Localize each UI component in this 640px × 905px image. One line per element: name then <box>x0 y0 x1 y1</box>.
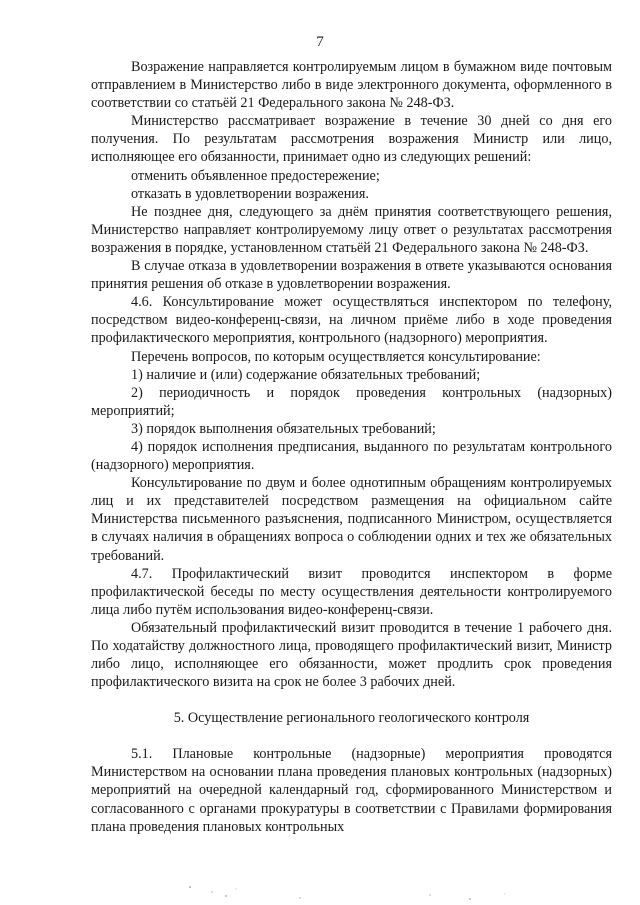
paragraph: Перечень вопросов, по которым осуществляется консультирование: <box>131 348 541 365</box>
paragraph: отказать в удовлетворении возражения. <box>131 185 369 202</box>
paragraph: Не позднее дня, следующего за днём принятия соответствующего решения, Министерство направляет контролируемому лицу ответ о результатах рассмотрения возражения в порядке, установленном статьёй 21 Федерального закона № 248-ФЗ. <box>91 203 612 256</box>
paragraph: 4.6. Консультирование может осуществляться инспектором по телефону, посредством видео-конференц-связи, на личном приёме либо в ходе проведения профилактического мероприятия, контрольного (надзорного) мероприятия. <box>91 294 612 347</box>
list-item: 2) периодичность и порядок проведения контрольных (надзорных) мероприятий; <box>91 384 612 419</box>
paragraph: Консультирование по двум и более однотипным обращениям контролируемых лиц и их представителей посредством размещения на официальном сайте Министерства письменного разъяснения, подписанного Министром, осуществляется в случаях наличия в обращениях вопроса о соблюдении одних и тех же обязательных требований. <box>91 475 612 564</box>
paragraph: Возражение направляется контролируемым лицом в бумажном виде почтовым отправлением в Министерство либо в виде электронного документа, оформленного в соответствии со статьёй 21 Федерального закона № 248-ФЗ. <box>91 59 612 112</box>
paragraph: 5.1. Плановые контрольные (надзорные) мероприятия проводятся Министерством на основании плана проведения плановых контрольных (надзорных) мероприятий на очередной календарный год, сформированного Министерством и согласованного с органами прокуратуры в соответствии с Правилами формирования плана проведения плановых контрольных <box>91 746 612 835</box>
section-heading: 5. Осуществление регионального геологического контроля <box>173 710 530 727</box>
paragraph: В случае отказа в удовлетворении возражения в ответе указываются основания принятия решения об отказе в удовлетворении возражения. <box>91 258 612 293</box>
paragraph: 4.7. Профилактический визит проводится инспектором в форме профилактической беседы по месту осуществления деятельности контролируемого лица либо путём использования видео-конференц-связи. <box>91 565 612 618</box>
list-item: 4) порядок исполнения предписания, выданного по результатам контрольного (надзорного) мероприятия. <box>91 438 612 474</box>
paragraph: Министерство рассматривает возражение в течение 30 дней со дня его получения. По результатам рассмотрения возражения Министр или лицо, исполняющее его обязанности, принимает одно из следующих решений: <box>91 113 612 166</box>
page-number: 7 <box>316 34 324 50</box>
paragraph: отменить объявленное предостережение; <box>131 167 380 184</box>
scan-noise <box>0 865 640 905</box>
list-item: 1) наличие и (или) содержание обязательных требований; <box>131 366 481 383</box>
document-body <box>91 58 612 836</box>
paragraph: Обязательный профилактический визит проводится в течение 1 рабочего дня. По ходатайству должностного лица, проводящего профилактический визит, Министр либо лицо, исполняющее его обязанности, может продлить срок проведения профилактического визита на срок не более 3 рабочих дней. <box>91 619 612 691</box>
list-item: 3) порядок выполнения обязательных требований; <box>131 420 436 437</box>
